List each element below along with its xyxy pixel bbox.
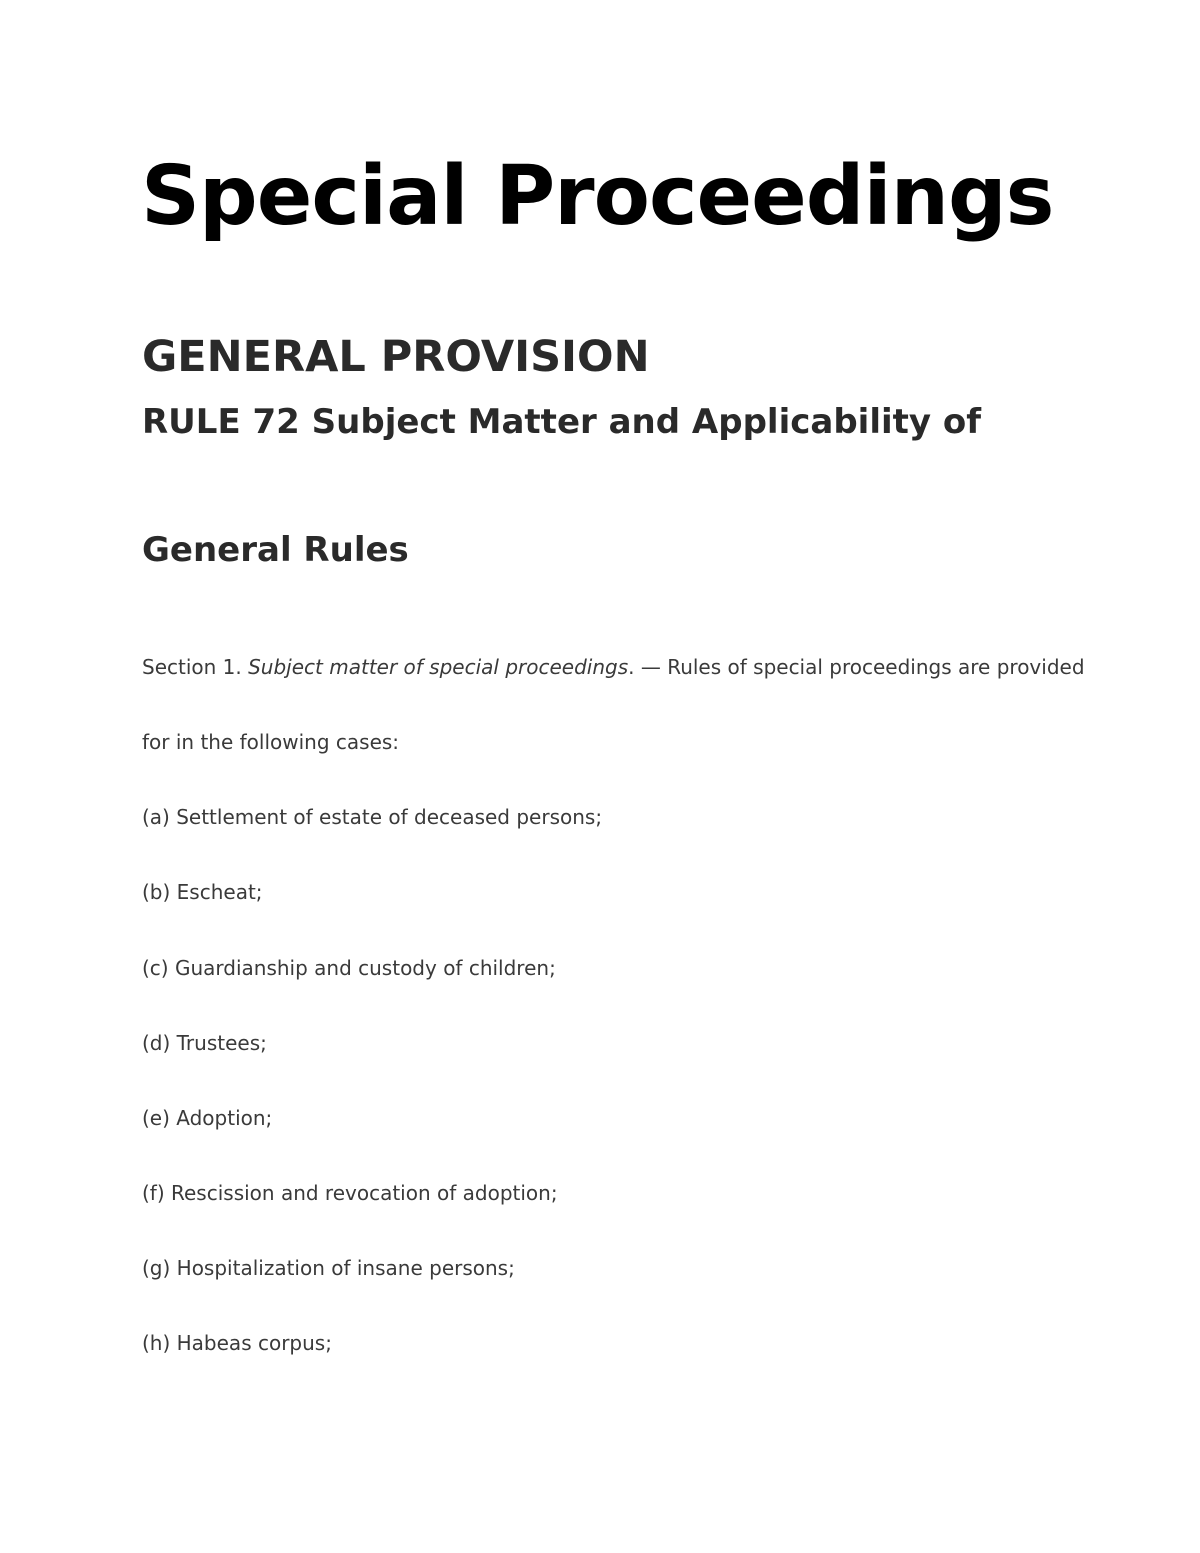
list-item: (f) Rescission and revocation of adoption;	[142, 1181, 558, 1205]
list-item: (g) Hospitalization of insane persons;	[142, 1256, 515, 1280]
rule-72-heading: RULE 72 Subject Matter and Applicability of	[142, 402, 982, 442]
general-provision-heading: GENERAL PROVISION	[142, 332, 650, 382]
list-item: (e) Adoption;	[142, 1106, 273, 1130]
section-label: Section 1.	[142, 655, 242, 679]
list-item: (b) Escheat;	[142, 880, 263, 904]
list-item: (d) Trustees;	[142, 1031, 267, 1055]
general-rules-heading: General Rules	[142, 530, 409, 570]
section-continuation: for in the following cases:	[142, 730, 400, 754]
section-1-line	[142, 654, 1085, 680]
section-text: . — Rules of special proceedings are provided	[628, 655, 1085, 679]
document-title: Special Proceedings	[141, 149, 1054, 244]
list-item: (a) Settlement of estate of deceased persons;	[142, 805, 603, 829]
section-caption: Subject matter of special proceedings	[248, 655, 629, 679]
list-item: (h) Habeas corpus;	[142, 1331, 332, 1355]
list-item: (c) Guardianship and custody of children;	[142, 956, 556, 980]
